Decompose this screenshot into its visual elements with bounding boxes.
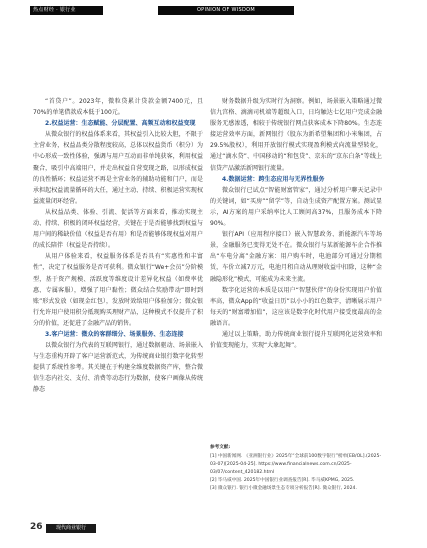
right-column <box>210 96 382 351</box>
section-tag: 热点财经 · 银行业 <box>30 6 103 15</box>
paragraph: 微众银行已试点“智能财富管家”，通过分析用户聊天记录中的关键词，如“买房”“留学”等，自动生成资产配置方案。测试显示，AI方案的用户采纳率比人工顾问高37%，且服务成本下降90%。 <box>210 186 382 228</box>
section-heading: 4.数据运营：跨生态应用与无界性服务 <box>222 175 325 183</box>
paragraph: 银行API（应用程序接口）嵌入智慧政务、新能源汽车等场景，金融服务已变得无处不在。微众银行与某新能源车企合作推出“车电分离”金融方案：用户购车时，电池部分可通过分期租赁，车价立减7万元，电池月租自动从理财收益中扣除，这种“金融隐形化”模式，可能成为未来主流。 <box>210 231 382 283</box>
paragraph: 通过以上策略，助力传统商业银行提升互联网化运营效率和价值变现能力，实现“大象起舞”。 <box>210 330 382 350</box>
paragraph: 从微众银行的权益体系来看，其权益引入比较大胆，不限于主营业务，权益品类分散程度较高，总体以权益货币（积分）为中心形成一致性体验，强调与用户互动而非单纯获客，利用权益聚合，吸引中高端用户，并走出权益自营变现之路，以形成权益的良性循环；权益运营不再是主营业务的辅助功能和门户，而是承担起权益流量循环的大任，通过主动、持续、积极运营实现权益流量闭环经营。 <box>33 131 203 205</box>
side-label: OPINION OF WISDOM <box>400 62 419 115</box>
journal-name: 现代商业银行 <box>46 524 96 533</box>
references-title: 参考文献: <box>210 445 231 450</box>
header-bar <box>0 0 427 14</box>
paragraph: 财务数据升级为实时行为洞察。例如，场景嵌入策略通过微信九宫格、滴滴司机端等超级入口，日均触达七亿用户完成金融服务无感渗透，相较于传统银行网点获客成本下降80%。生态连接运营效率方面，新网银行（股东为新希望集团和小米集团，占29.5%股权），利用开放银行模式实现盈利模式向流量型转化，通过“滴水贷”、中国移动的“和包贷”、京东的“京东白条”等线上信贷产品激活新网银行流量。 <box>210 98 382 172</box>
paragraph: 从权益品类、体验、引流、促活等方面来看，推动实现主动、持续、积极的闭环权益经营，关键在于是否能够找到权益与用户间的稀缺价值（权益是否有用）和是否能够体现权益对用户的成长陪伴（权益是否持续）。 <box>33 208 203 250</box>
paragraph: 数字化运营的本质是以用户“智慧伙伴”的身份实现用户价值率高，微众App的“收益日历”以小小的红色数字，清晰展示用户每天的“财富增加值”，这应该是数字化时代用户接受度最高的金融语言。 <box>210 286 382 327</box>
page-number: 26 <box>30 522 43 532</box>
column-tag: OPINION OF WISDOM <box>158 6 294 15</box>
paragraph: 以微众银行为代表的互联网银行，通过数据驱动、场景嵌入与生态重构开辟了客户运营新范式，为传统商业银行数字化转型提供了系统性参考。其关键在于构建全维度数据资产库，整合微信生态内社交、支付、消费等动态行为数据，使客户画像从传统静态 <box>33 342 203 394</box>
left-column <box>33 96 203 396</box>
section-heading: 3.客户运营：微众的客群细分、场景服务、生态连接 <box>45 330 184 338</box>
reference-item: [3] 微众银行. 银行小微金融场景生态专项分析报告[R]. 微众银行, 2024. <box>210 485 357 491</box>
section-heading: 2.权益运营：生态赋能、分层配置、高频互动和权益变现 <box>45 120 196 128</box>
reference-item: [1] 中国新闻网. 《亚洲银行业》2025年“全球前100数字银行”榜单[EB/OL].(2025-03-07)[2025-04-25]. https://www.financialnews.com.cn/2025-03/07/content_420182.html <box>210 453 382 475</box>
references <box>210 444 384 492</box>
paragraph: “首贷户”。2023年，微粒贷累计贷款金额7400元，且70%的单笔借款成本低于100元。 <box>33 98 203 117</box>
paragraph: 从用户体验来看，权益服务体系是否具有“实惠性和丰富性”，决定了权益服务是否可获利。微众银行“We+会员”分阶模型，基于资产规模、活跃度等维度设计差异化权益（如费率优惠、专属客服），增强了用户黏性；微众结合奖励带动“即时到账”形式发放（如现金红包），发放时效给用户体验加分；微众银行允许用户使用积分抵现购买理财产品，这种模式不仅提升了积分的价值，还促进了金融产品的销售。 <box>33 253 203 327</box>
reference-item: [2] 毕马威中国. 2025年中国银行业调查报告[R]. 毕马威KPMG, 2025. <box>210 477 355 483</box>
